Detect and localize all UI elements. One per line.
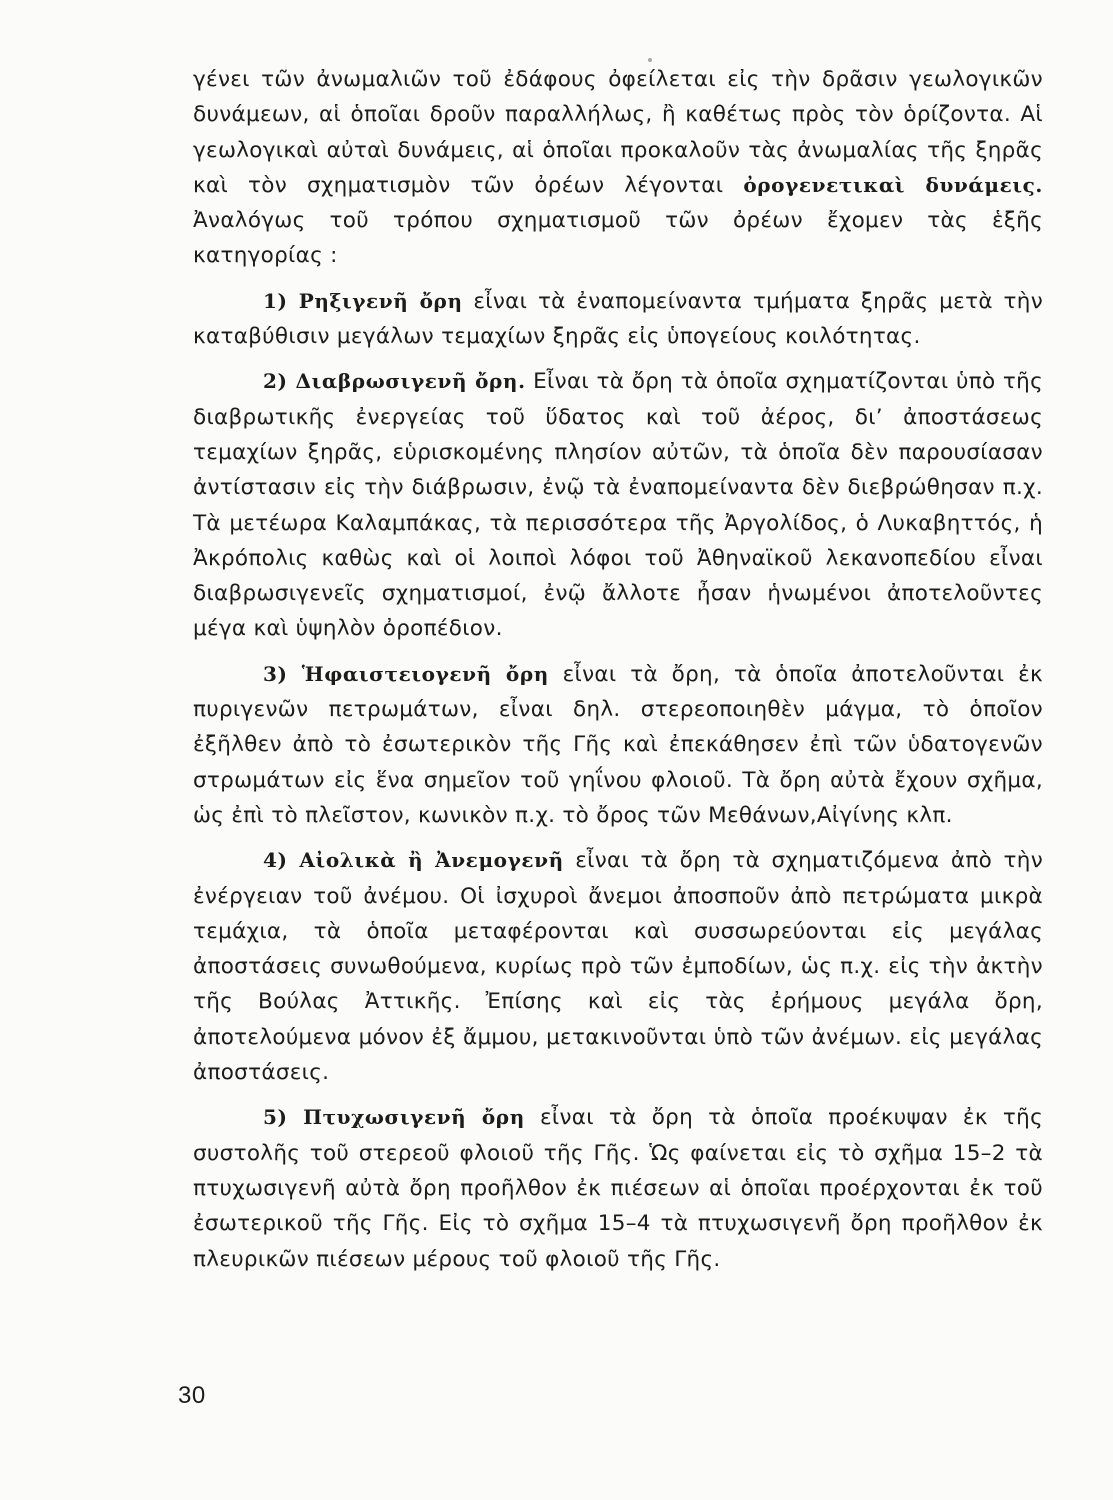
paragraph-item-1	[193, 284, 1043, 355]
intro-text-after: Ἀναλόγως τοῦ τρόπου σχηματισμοῦ τῶν ὀρέων ἔχομεν τὰς ἑξῆς κατηγορίας :	[193, 208, 1043, 269]
item-2-term: 2) Διαβρωσιγενῆ ὄρη.	[263, 369, 526, 394]
item-5-term: 5) Πτυχωσιγενῆ ὄρη	[263, 1105, 525, 1130]
item-1-term: 1) Ρηξιγενῆ ὄρη	[263, 288, 463, 313]
paragraph-item-3	[193, 657, 1043, 833]
item-1-text: εἶναι τὰ ἐναπομείναντα τμήματα ξηρᾶς μετὰ τὴν καταβύθισιν μεγάλων τεμαχίων ξηρᾶς εἰς ὑπογείους κοιλότητας.	[193, 288, 1044, 350]
page-number: 30	[178, 1382, 206, 1409]
item-5-text: εἶναι τὰ ὄρη τὰ ὁποῖα προέκυψαν ἐκ τῆς συστολῆς τοῦ στερεοῦ φλοιοῦ τῆς Γῆς. Ὡς φαίνεται εἰς τὸ σχῆμα 15–2 τὰ πτυχωσιγενῆ αὐτὰ ὄρη προῆλθον ἐκ πιέσεων αἱ ὁποῖαι προέρχονται ἐκ τοῦ ἐσωτερικοῦ τῆς Γῆς. Εἰς τὸ σχῆμα 15–4 τὰ πτυχωσιγενῆ ὄρη προῆλθον ἐκ πλευρικῶν πιέσεων μέρους τοῦ φλοιοῦ τῆς Γῆς.	[193, 1105, 1043, 1272]
paragraph-item-5	[193, 1100, 1043, 1276]
intro-term: ὀρογενετικαὶ δυνάμεις.	[743, 172, 1044, 197]
item-2-text: Εἶναι τὰ ὄρη τὰ ὁποῖα σχηματίζονται ὑπὸ τῆς διαβρωτικῆς ἐνεργείας τοῦ ὕδατος καὶ τοῦ ἀέρος, δι’ ἀποστάσεως τεμαχίων ξηρᾶς, εὑρισκομένης πλησίον αὐτῶν, τὰ ὁποῖα δὲν παρουσίασαν ἀντίστασιν εἰς τὴν διάβρωσιν, ἐνῷ τὰ ἐναπομείναντα δὲν διεβρώθησαν π.χ. Τὰ μετέωρα Καλαμπάκας, τὰ περισσότερα τῆς Ἀργολίδος, ὁ Λυκαβηττός, ἡ Ἀκρόπολις καθὼς καὶ οἱ λοιποὶ λόφοι τοῦ Ἀθηναϊκοῦ λεκανοπεδίου εἶναι διαβρωσιγενεῖς σχηματισμοί, ἐνῷ ἄλλοτε ἦσαν ἡνωμένοι ἀποτελοῦντες μέγα καὶ ὑψηλὸν ὀροπέδιον.	[193, 369, 1043, 642]
paragraph-item-4	[193, 843, 1043, 1090]
item-3-text: εἶναι τὰ ὄρη, τὰ ὁποῖα ἀποτελοῦνται ἐκ πυριγενῶν πετρωμάτων, εἶναι δηλ. στερεοποιηθὲν μάγμα, τὸ ὁποῖον ἐξῆλθεν ἀπὸ τὸ ἐσωτερικὸν τῆς Γῆς καὶ ἐπεκάθησεν ἐπὶ τῶν ὑδατογενῶν στρωμάτων εἰς ἕνα σημεῖον τοῦ γηΐνου φλοιοῦ. Τὰ ὄρη αὐτὰ ἔχουν σχῆμα, ὡς ἐπὶ τὸ πλεῖστον, κωνικὸν π.χ. τὸ ὄρος τῶν Μεθάνων,Αἰγίνης κλπ.	[193, 661, 1043, 828]
body-text	[193, 62, 1043, 1277]
paragraph-intro	[193, 62, 1043, 274]
intro-text: γένει τῶν ἀνωμαλιῶν τοῦ ἐδάφους ὀφείλεται εἰς τὴν δρᾶσιν γεωλογικῶν δυνάμεων, αἱ ὁποῖαι δροῦν παραλλήλως, ἢ καθέτως πρὸς τὸν ὁρίζοντα. Αἱ γεωλογικαὶ αὐταὶ δυνάμεις, αἱ ὁποῖαι προκαλοῦν τὰς ἀνωμαλίας τῆς ξηρᾶς καὶ τὸν σχηματισμὸν τῶν ὀρέων λέγονται	[193, 67, 1043, 198]
item-4-text: εἶναι τὰ ὄρη τὰ σχηματιζόμενα ἀπὸ τὴν ἐνέργειαν τοῦ ἀνέμου. Οἱ ἰσχυροὶ ἄνεμοι ἀποσποῦν ἀπὸ πετρώματα μικρὰ τεμάχια, τὰ ὁποῖα μεταφέρονται καὶ συσσωρεύονται εἰς μεγάλας ἀποστάσεις συνωθούμενα, κυρίως πρὸ τῶν ἐμποδίων, ὡς π.χ. εἰς τὴν ἀκτὴν τῆς Βούλας Ἀττικῆς. Ἐπίσης καὶ εἰς τὰς ἐρήμους μεγάλα ὄρη, ἀποτελούμενα μόνον ἐξ ἄμμου, μετακινοῦνται ὑπὸ τῶν ἀνέμων. εἰς μεγάλας ἀποστάσεις.	[193, 848, 1044, 1086]
paragraph-item-2	[193, 364, 1043, 646]
item-4-term: 4) Αἰολικὰ ἢ Ἀνεμογενῆ	[263, 848, 564, 873]
item-3-term: 3) Ἡφαιστειογενῆ ὄρη	[263, 661, 549, 686]
